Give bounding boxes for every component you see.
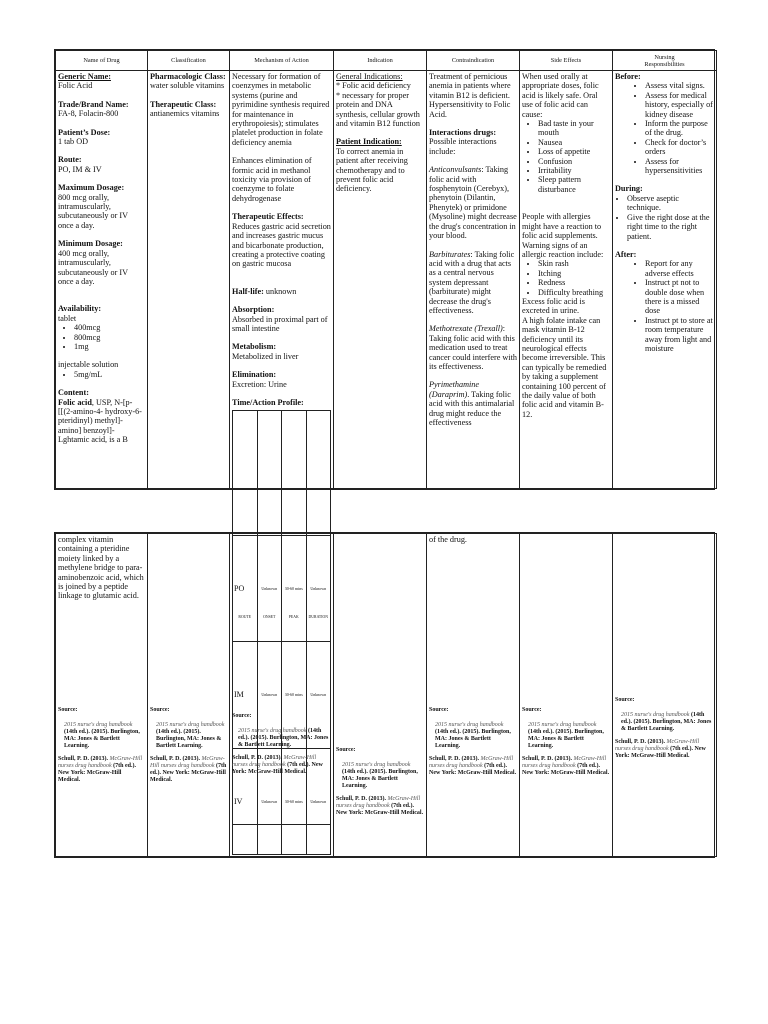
tap-route: PO [233, 536, 258, 642]
source-block [522, 707, 610, 777]
ref-title: McGraw-Hill nurses drug handbook [615, 739, 700, 752]
source-ref-1 [156, 722, 227, 750]
ref-rest: (7th ed.). New York: McGraw-Hill Medical. [429, 763, 517, 776]
classification-cell-cont [148, 534, 230, 857]
ref-rest: (14th ed.). (2015). Burlington, MA: Jones & Bartlett Learning. [528, 729, 604, 749]
thera-class: antianemics vitamins [150, 109, 220, 119]
tap-onset: Unknown [257, 642, 282, 748]
source-ref-1 [621, 712, 714, 733]
list-item: • Skin rash [538, 259, 610, 268]
ref-author: Schull, P. D. (2013). [58, 756, 108, 762]
list-item: • Inform the purpose of the drug. [645, 119, 714, 138]
list-item: • 1mg [74, 342, 145, 351]
ref-rest: (14th ed.). (2015). Burlington, MA: Jones & Bartlett Learning. [621, 712, 712, 732]
ref-rest: (7th ed.). New York: McGraw-Hill Medical. [522, 763, 610, 776]
tap-onset: Unknown [257, 748, 282, 854]
source-ref-2 [58, 756, 145, 784]
list-item: • Loss of appetite [538, 147, 610, 156]
list-item: • 400mcg [74, 323, 145, 332]
side-effects-cell-cont [520, 534, 613, 857]
content-row [56, 534, 717, 857]
ref-title: 2015 nurse's drug handbook [435, 722, 504, 728]
ref-title: McGraw-Hill nurses drug handbook [522, 756, 607, 769]
indication-cell-cont [334, 534, 427, 857]
source-ref-1 [64, 722, 145, 750]
source-ref-2 [232, 755, 331, 776]
ref-rest: (14th ed.). (2015). Burlington, MA: Jones & Bartlett Learning. [238, 728, 329, 748]
ref-rest: (7th ed.). New York: McGraw-Hill Medical. [336, 803, 424, 816]
dose-label: Patient’s Dose: [58, 127, 111, 137]
source-ref-1 [528, 722, 610, 750]
barbiturates-label: Barbiturates [429, 249, 471, 259]
ref-author: Schull, P. D. (2013). [232, 755, 282, 761]
side-effects-list [522, 119, 610, 194]
header-classification: Classification [148, 51, 230, 71]
general-indication-1: * Folic acid deficiency [336, 81, 411, 91]
drug-name-cell [56, 71, 148, 489]
list-item: • Bad taste in your mouth [538, 119, 610, 138]
source-block [615, 697, 714, 760]
methotrexate-text: : Taking folic acid with this medication used to treat cancer could interfere with its effectiveness. [429, 324, 517, 371]
contraindication-cell-cont [427, 534, 520, 857]
drug-study-table-page-2 [54, 532, 715, 858]
max-dosage: 800 mcg orally, intramuscularly, subcutaneously or IV once a day. [58, 192, 128, 230]
metabolism-label: Metabolism: [232, 342, 277, 352]
tap-route: IM [233, 642, 258, 748]
patient-indication-label: Patient Indication: [336, 137, 402, 147]
ref-title: 2015 nurse's drug handbook [156, 722, 225, 728]
source-label: Source: [336, 747, 356, 753]
ref-rest: (14th ed.). (2015). Burlington, MA: Jones & Bartlett Learning. [64, 729, 140, 749]
time-action-label: Time/Action Profile: [232, 397, 304, 407]
list-item: • Redness [538, 278, 610, 287]
tap-header-duration: DURATION [306, 411, 331, 825]
allergy-intro: People with allergies might have a reaction to folic acid supplements. Warning signs of an allergic reaction include: [522, 212, 604, 259]
ref-author: Schull, P. D. (2013). [429, 756, 479, 762]
route-value: PO, IM & IV [58, 164, 102, 174]
content-head: Folic acid [58, 397, 92, 407]
tablet-label: tablet [58, 313, 77, 323]
max-dosage-label: Maximum Dosage: [58, 183, 125, 193]
header-contraindication: Contraindication [427, 51, 520, 71]
list-item: • Difficulty breathing [538, 288, 610, 297]
tap-duration: Unknown [306, 748, 331, 854]
ref-title: McGraw-Hill nurses drug handbook [232, 755, 317, 768]
side-effects-intro: When used orally at appropriate doses, folic acid is likely safe. Oral use of folic acid can cause: [522, 72, 599, 119]
anticonvulsants-label: Anticonvulsants [429, 165, 482, 175]
ref-title: 2015 nurse's drug handbook [342, 762, 411, 768]
nursing-cell-cont [613, 534, 717, 857]
list-item: • 5mg/mL [74, 370, 145, 379]
generic-label: Generic Name: [58, 72, 111, 81]
half-life-label: Half-life: [232, 286, 264, 296]
list-item: • Sleep pattern disturbance [538, 175, 610, 194]
table-row [233, 536, 331, 642]
source-label: Source: [429, 707, 449, 713]
header-nursing [613, 51, 717, 71]
source-block [150, 707, 227, 784]
injectable-label: injectable solution [58, 360, 119, 370]
header-name: Name of Drug [56, 51, 148, 71]
drug-study-table-continued [55, 533, 717, 857]
during-list [615, 194, 714, 241]
indication-cell [334, 71, 427, 489]
source-label: Source: [615, 697, 635, 703]
source-label: Source: [232, 713, 252, 719]
brand-label: Trade/Brand Name: [58, 99, 129, 109]
source-ref-2 [522, 756, 610, 777]
side-effects-text-4: A high folate intake can mask vitamin B-12 deficiency until its neurological effects become irreversible. This can typically be remedied by taking a supplement containing 100 percent of the daily value of both folic acid and vitamin B-12. [522, 315, 607, 419]
tap-duration: Unknown [306, 642, 331, 748]
tap-header-peak: PEAK [282, 411, 307, 825]
content-row [56, 71, 717, 489]
pharm-class: water soluble vitamins [150, 81, 225, 91]
source-ref-2 [336, 796, 424, 817]
ref-title: 2015 nurse's drug handbook [621, 712, 690, 718]
before-label: Before: [615, 72, 641, 81]
therapeutic-effects: Reduces gastric acid secretion and increases gastric mucus and bicarbonate production, creating a protective coating on gastric mucosa [232, 221, 331, 269]
general-indication-2: * necessary for proper protein and DNA synthesis, cellular growth and vitamin B12 function [336, 90, 420, 129]
source-label: Source: [58, 707, 78, 713]
list-item: • Assess for hypersensitivities [645, 157, 714, 176]
ref-rest: (14th ed.). (2015). Burlington, MA: Jones & Bartlett Learning. [156, 729, 222, 749]
mechanism-text-1: Necessary for formation of coenzymes in metabolic systems (purine and pyrimidine synthesis required for maintenance in erythropoiesis); stimulates platelet production in folate deficiency anemia [232, 72, 330, 147]
mechanism-text-2: Enhances elimination of formic acid in methanol toxicity via provision of coenzyme to folate dehydrogenase [232, 156, 312, 203]
tap-peak: 30-60 mins [282, 748, 307, 854]
list-item: • Give the right dose at the right time to the right patient. [627, 213, 714, 241]
absorption-label: Absorption: [232, 305, 275, 315]
therapeutic-effects-label: Therapeutic Effects: [232, 212, 304, 222]
list-item: • 800mcg [74, 333, 145, 342]
general-indications-label: General Indications: [336, 72, 403, 81]
after-list [615, 259, 714, 353]
patient-dose: 1 tab OD [58, 137, 89, 147]
ref-rest: (14th ed.). (2015). Burlington, MA: Jones & Bartlett Learning. [435, 729, 511, 749]
ref-rest: (7th ed.). New York: McGraw-Hill Medical. [58, 763, 137, 783]
ref-rest: (7th ed.). New York: McGraw-Hill Medical. [232, 762, 323, 775]
header-nursing-line1: Nursing [654, 53, 675, 61]
patient-indication: To correct anemia in patient after receiving chemotherapy and to prevent folic acid deficiency. [336, 146, 408, 194]
source-ref-2 [615, 739, 714, 760]
anticonvulsants-text: : Taking folic acid with fosphenytoin (Cerebyx), phenytoin (Dilantin, Phenytek) or primidone (Mysoline) might decrease the drug's concentration in your blood. [429, 165, 517, 241]
ref-rest: (7th ed.). New York: McGraw-Hill Medical. [150, 763, 227, 783]
tap-header-onset: ONSET [257, 411, 282, 825]
before-list [615, 81, 714, 175]
list-item: • Instruct pt not to double dose when there is a missed dose [645, 278, 714, 316]
ref-rest: (7th ed.). New York: McGraw-Hill Medical. [615, 746, 706, 759]
source-ref-1 [342, 762, 424, 790]
ref-author: Schull, P. D. (2013). [150, 756, 200, 762]
content-text-cont: complex vitamin containing a pteridine moiety linked by a methylene bridge to para-aminobenzoic acid, which is joined by a peptide linkage to glutamic acid. [58, 535, 144, 601]
tap-onset: Unknown [257, 536, 282, 642]
source-label: Source: [150, 707, 170, 713]
list-item: • Observe aseptic technique. [627, 194, 714, 213]
contraindication-cell [427, 71, 520, 489]
source-ref-2 [150, 756, 227, 784]
list-item: • Itching [538, 269, 610, 278]
half-life: unknown [263, 286, 297, 296]
tap-peak: 30-60 mins [282, 642, 307, 748]
contra-text-2: Hypersensitivity to Folic Acid. [429, 100, 511, 119]
route-label: Route: [58, 155, 82, 165]
allergy-signs-list [522, 259, 610, 297]
side-effects-cell [520, 71, 613, 489]
classification-cell [148, 71, 230, 489]
ref-rest: (14th ed.). (2015). Burlington, MA: Jones & Bartlett Learning. [342, 769, 418, 789]
metabolism: Metabolized in liver [232, 351, 299, 361]
tap-peak: 30-60 mins [282, 536, 307, 642]
side-effects-text-3: Excess folic acid is excreted in urine. [522, 296, 585, 316]
ref-title: McGraw-Hill nurses drug handbook [58, 756, 143, 769]
source-ref-2 [429, 756, 517, 777]
pyrimethamine-text-cont: of the drug. [429, 535, 467, 544]
absorption: Absorbed in proximal part of small intestine [232, 314, 328, 333]
tap-route: IV [233, 748, 258, 854]
ref-author: Schull, P. D. (2013). [615, 739, 665, 745]
availability-label: Availability: [58, 304, 102, 314]
tap-header-route: ROUTE [233, 411, 258, 825]
tap-duration: Unknown [306, 536, 331, 642]
source-ref-1 [435, 722, 517, 750]
injectable-list [58, 370, 145, 379]
header-row [56, 51, 717, 71]
mechanism-cell-cont [230, 534, 334, 857]
interactions-intro: Possible interactions include: [429, 137, 497, 156]
elimination-label: Elimination: [232, 370, 277, 380]
ref-title: McGraw-Hill nurses drug handbook [336, 796, 421, 809]
header-nursing-line2: Responsibilities [644, 60, 685, 68]
source-block [429, 707, 517, 777]
tablet-list [58, 323, 145, 351]
source-ref-1 [238, 728, 331, 749]
ref-title: McGraw-Hill nurses drug handbook [429, 756, 514, 769]
list-item: • Instruct pt to store at room temperature away from light and moisture [645, 316, 714, 354]
source-block [58, 707, 145, 784]
barbiturates-text: : Taking folic acid with a drug that acts as a central nervous system depressant (barbiturate) might decrease the drug's effectiveness. [429, 249, 515, 315]
source-block [232, 713, 331, 776]
after-label: After: [615, 249, 637, 259]
elimination: Excretion: Urine [232, 379, 287, 389]
list-item: • Confusion [538, 157, 610, 166]
generic-name: Folic Acid [58, 81, 93, 91]
header-side-effects: Side Effects [520, 51, 613, 71]
ref-title: McGraw-Hill nurses drug handbook [150, 756, 225, 769]
ref-title: 2015 nurse's drug handbook [528, 722, 597, 728]
pyrimethamine-label: Pyrimethamine (Daraprim) [429, 380, 480, 399]
ref-author: Schull, P. D. (2013). [522, 756, 572, 762]
brand-name: FA-8, Folacin-800 [58, 109, 119, 119]
list-item: • Assess vital signs. [645, 81, 714, 90]
header-mechanism: Mechanism of Action [230, 51, 334, 71]
header-indication: Indication [334, 51, 427, 71]
list-item: • Irritability [538, 166, 610, 175]
nursing-cell [613, 71, 717, 489]
pyrimethamine-text: . Taking folic acid with this antimalarial drug might reduce the effectiveness [429, 389, 515, 427]
drug-name-cell-cont [56, 534, 148, 857]
ref-title: 2015 nurse's drug handbook [64, 722, 133, 728]
time-action-table [232, 535, 331, 855]
list-item: • Nausea [538, 138, 610, 147]
ref-author: Schull, P. D. (2013). [336, 796, 386, 802]
list-item: • Check for doctor’s orders [645, 138, 714, 157]
methotrexate-label: Methotrexate (Trexall) [429, 324, 503, 334]
source-block [336, 747, 424, 817]
content-text: , USP, N-[p-[[(2-amino-4- hydroxy-6-pteridinyl) methyl]- amino] benzoyl]-Lghtamic acid, is a B [58, 397, 142, 445]
source-label: Source: [522, 707, 542, 713]
interactions-label: Interactions drugs: [429, 128, 497, 138]
contra-text-1: Treatment of pernicious anemia in patients where vitamin B12 is deficient. [429, 72, 511, 100]
list-item: • Assess for medical history, especially of kidney disease [645, 91, 714, 119]
ref-title: 2015 nurse's drug handbook [238, 728, 307, 734]
min-dosage: 400 mcg orally, intramuscularly, subcutaneously or IV once a day. [58, 248, 128, 286]
content-label: Content: [58, 388, 89, 398]
pharm-class-label: Pharmacologic Class: [150, 72, 226, 81]
min-dosage-label: Minimum Dosage: [58, 239, 123, 249]
during-label: During: [615, 184, 643, 194]
list-item: • Report for any adverse effects [645, 259, 714, 278]
thera-class-label: Therapeutic Class: [150, 99, 217, 109]
